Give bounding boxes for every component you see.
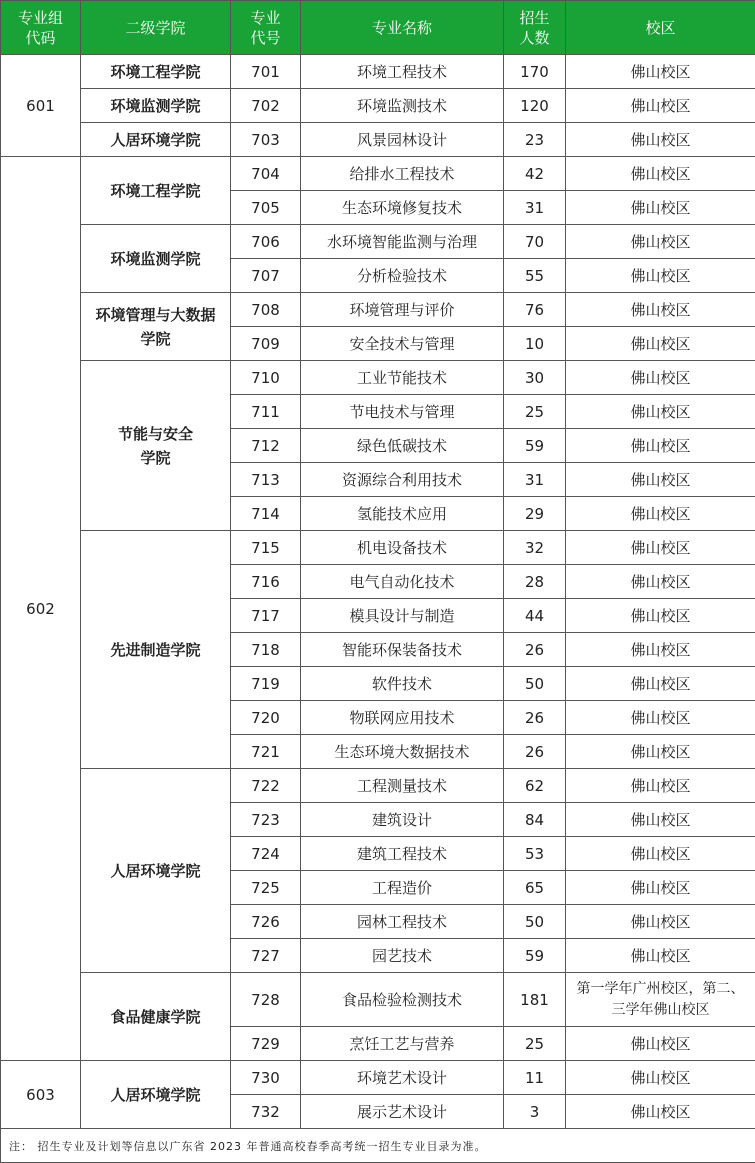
campus-cell: 佛山校区: [566, 1095, 755, 1129]
enrollment-cell: 31: [504, 191, 566, 225]
enrollment-cell: 31: [504, 463, 566, 497]
major-name-cell: 氢能技术应用: [301, 497, 504, 531]
major-code-cell: 724: [231, 837, 301, 871]
table-row: [1, 55, 755, 89]
table-row: [1, 293, 755, 327]
major-name-cell: 工业节能技术: [301, 361, 504, 395]
note-row: [1, 1129, 755, 1163]
major-code-cell: 711: [231, 395, 301, 429]
header-major-name: 专业名称: [301, 1, 504, 55]
campus-cell: 佛山校区: [566, 497, 755, 531]
major-code-cell: 722: [231, 769, 301, 803]
enrollment-cell: 23: [504, 123, 566, 157]
campus-cell: 佛山校区: [566, 803, 755, 837]
enrollment-cell: 26: [504, 633, 566, 667]
campus-cell: 佛山校区: [566, 1027, 755, 1061]
group-code-cell: 603: [1, 1061, 81, 1129]
campus-cell: 佛山校区: [566, 293, 755, 327]
major-name-cell: 给排水工程技术: [301, 157, 504, 191]
major-code-cell: 727: [231, 939, 301, 973]
campus-cell: 佛山校区: [566, 55, 755, 89]
major-code-cell: 714: [231, 497, 301, 531]
major-code-cell: 718: [231, 633, 301, 667]
table-row: [1, 973, 755, 1027]
campus-cell: 佛山校区: [566, 327, 755, 361]
major-name-cell: 园艺技术: [301, 939, 504, 973]
enrollment-cell: 59: [504, 939, 566, 973]
campus-cell: 佛山校区: [566, 225, 755, 259]
enrollment-cell: 25: [504, 395, 566, 429]
enrollment-cell: 30: [504, 361, 566, 395]
college-cell: 人居环境学院: [81, 123, 231, 157]
major-code-cell: 720: [231, 701, 301, 735]
major-name-cell: 食品检验检测技术: [301, 973, 504, 1027]
college-cell: 先进制造学院: [81, 531, 231, 769]
campus-cell: 佛山校区: [566, 633, 755, 667]
table-row: [1, 361, 755, 395]
major-name-cell: 展示艺术设计: [301, 1095, 504, 1129]
major-code-cell: 704: [231, 157, 301, 191]
campus-cell: 佛山校区: [566, 565, 755, 599]
major-name-cell: 建筑工程技术: [301, 837, 504, 871]
enrollment-cell: 120: [504, 89, 566, 123]
major-name-cell: 建筑设计: [301, 803, 504, 837]
group-code-cell: 602: [1, 157, 81, 1061]
major-name-cell: 绿色低碳技术: [301, 429, 504, 463]
major-code-cell: 710: [231, 361, 301, 395]
college-cell: 环境管理与大数据学院: [81, 293, 231, 361]
table-row: [1, 89, 755, 123]
major-name-cell: 环境艺术设计: [301, 1061, 504, 1095]
campus-cell: 佛山校区: [566, 259, 755, 293]
major-name-cell: 环境管理与评价: [301, 293, 504, 327]
college-cell: 环境工程学院: [81, 55, 231, 89]
major-name-cell: 安全技术与管理: [301, 327, 504, 361]
major-name-cell: 软件技术: [301, 667, 504, 701]
major-name-cell: 机电设备技术: [301, 531, 504, 565]
table-row: [1, 531, 755, 565]
college-cell: 节能与安全学院: [81, 361, 231, 531]
campus-cell: 佛山校区: [566, 531, 755, 565]
college-cell: 环境监测学院: [81, 89, 231, 123]
major-code-cell: 706: [231, 225, 301, 259]
major-code-cell: 728: [231, 973, 301, 1027]
college-cell: 人居环境学院: [81, 1061, 231, 1129]
major-code-cell: 701: [231, 55, 301, 89]
major-code-cell: 730: [231, 1061, 301, 1095]
enrollment-cell: 3: [504, 1095, 566, 1129]
major-name-cell: 工程造价: [301, 871, 504, 905]
college-cell: 食品健康学院: [81, 973, 231, 1061]
enrollment-cell: 50: [504, 667, 566, 701]
enrollment-cell: 181: [504, 973, 566, 1027]
major-name-cell: 分析检验技术: [301, 259, 504, 293]
major-code-cell: 708: [231, 293, 301, 327]
enrollment-cell: 65: [504, 871, 566, 905]
enrollment-cell: 53: [504, 837, 566, 871]
major-code-cell: 716: [231, 565, 301, 599]
major-name-cell: 烹饪工艺与营养: [301, 1027, 504, 1061]
campus-cell: 佛山校区: [566, 667, 755, 701]
major-name-cell: 智能环保装备技术: [301, 633, 504, 667]
header-row: [1, 1, 755, 55]
major-name-cell: 资源综合利用技术: [301, 463, 504, 497]
table-row: [1, 123, 755, 157]
major-name-cell: 风景园林设计: [301, 123, 504, 157]
header-campus: 校区: [566, 1, 755, 55]
enrollment-cell: 44: [504, 599, 566, 633]
major-code-cell: 721: [231, 735, 301, 769]
table-row: [1, 157, 755, 191]
enrollment-cell: 29: [504, 497, 566, 531]
major-code-cell: 723: [231, 803, 301, 837]
major-name-cell: 水环境智能监测与治理: [301, 225, 504, 259]
major-code-cell: 726: [231, 905, 301, 939]
enrollment-cell: 76: [504, 293, 566, 327]
table-row: [1, 1061, 755, 1095]
major-name-cell: 电气自动化技术: [301, 565, 504, 599]
footnote: 注： 招生专业及计划等信息以广东省 2023 年普通高校春季高考统一招生专业目录为准。: [1, 1129, 755, 1163]
major-code-cell: 725: [231, 871, 301, 905]
campus-cell: 佛山校区: [566, 1061, 755, 1095]
campus-cell: 佛山校区: [566, 905, 755, 939]
enrollment-cell: 55: [504, 259, 566, 293]
major-name-cell: 园林工程技术: [301, 905, 504, 939]
major-code-cell: 717: [231, 599, 301, 633]
campus-cell: 第一学年广州校区，第二、三学年佛山校区: [566, 973, 755, 1027]
major-code-cell: 732: [231, 1095, 301, 1129]
table-body: [1, 55, 755, 1163]
enrollment-cell: 62: [504, 769, 566, 803]
header-group-code: 专业组代码: [1, 1, 81, 55]
campus-cell: 佛山校区: [566, 395, 755, 429]
table-row: [1, 769, 755, 803]
major-name-cell: 生态环境修复技术: [301, 191, 504, 225]
major-code-cell: 729: [231, 1027, 301, 1061]
campus-cell: 佛山校区: [566, 837, 755, 871]
table-row: [1, 225, 755, 259]
campus-cell: 佛山校区: [566, 939, 755, 973]
enrollment-cell: 70: [504, 225, 566, 259]
campus-cell: 佛山校区: [566, 123, 755, 157]
enrollment-cell: 170: [504, 55, 566, 89]
college-cell: 人居环境学院: [81, 769, 231, 973]
campus-cell: 佛山校区: [566, 871, 755, 905]
campus-cell: 佛山校区: [566, 191, 755, 225]
campus-cell: 佛山校区: [566, 769, 755, 803]
campus-cell: 佛山校区: [566, 361, 755, 395]
major-code-cell: 709: [231, 327, 301, 361]
campus-cell: 佛山校区: [566, 701, 755, 735]
major-name-cell: 模具设计与制造: [301, 599, 504, 633]
enrollment-cell: 26: [504, 735, 566, 769]
enrollment-cell: 26: [504, 701, 566, 735]
group-code-cell: 601: [1, 55, 81, 157]
college-cell: 环境工程学院: [81, 157, 231, 225]
college-cell: 环境监测学院: [81, 225, 231, 293]
enrollment-cell: 28: [504, 565, 566, 599]
major-code-cell: 713: [231, 463, 301, 497]
major-code-cell: 705: [231, 191, 301, 225]
header-enrollment: 招生人数: [504, 1, 566, 55]
campus-cell: 佛山校区: [566, 599, 755, 633]
header-major-code: 专业代号: [231, 1, 301, 55]
major-code-cell: 702: [231, 89, 301, 123]
enrollment-cell: 59: [504, 429, 566, 463]
campus-cell: 佛山校区: [566, 89, 755, 123]
campus-cell: 佛山校区: [566, 429, 755, 463]
major-name-cell: 工程测量技术: [301, 769, 504, 803]
header-college: 二级学院: [81, 1, 231, 55]
major-name-cell: 环境监测技术: [301, 89, 504, 123]
major-code-cell: 707: [231, 259, 301, 293]
major-code-cell: 712: [231, 429, 301, 463]
enrollment-cell: 11: [504, 1061, 566, 1095]
enrollment-cell: 50: [504, 905, 566, 939]
campus-cell: 佛山校区: [566, 735, 755, 769]
enrollment-cell: 42: [504, 157, 566, 191]
major-name-cell: 物联网应用技术: [301, 701, 504, 735]
campus-cell: 佛山校区: [566, 463, 755, 497]
major-code-cell: 719: [231, 667, 301, 701]
enrollment-cell: 10: [504, 327, 566, 361]
enrollment-cell: 84: [504, 803, 566, 837]
major-name-cell: 节电技术与管理: [301, 395, 504, 429]
campus-cell: 佛山校区: [566, 157, 755, 191]
enrollment-cell: 25: [504, 1027, 566, 1061]
enrollment-cell: 32: [504, 531, 566, 565]
major-name-cell: 生态环境大数据技术: [301, 735, 504, 769]
major-code-cell: 715: [231, 531, 301, 565]
major-name-cell: 环境工程技术: [301, 55, 504, 89]
major-code-cell: 703: [231, 123, 301, 157]
